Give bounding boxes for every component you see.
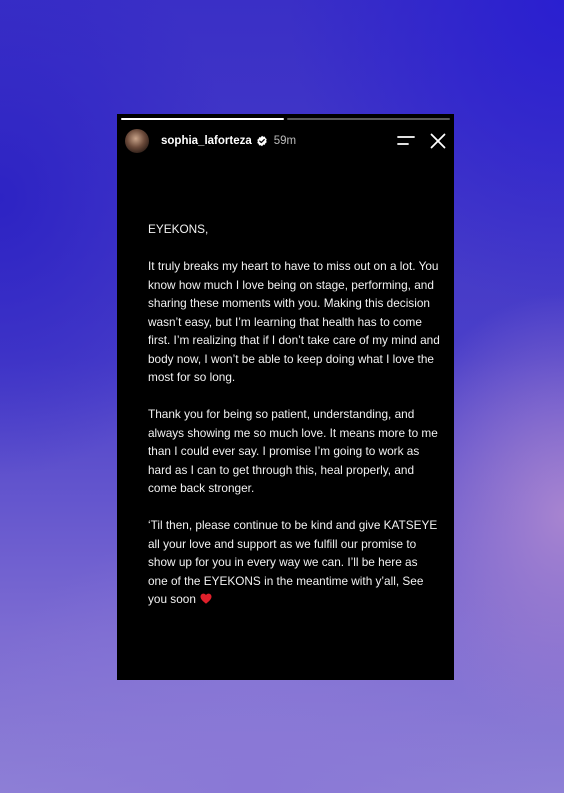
story-header <box>125 128 446 154</box>
progress-segment-1 <box>121 118 284 120</box>
story-card[interactable] <box>117 114 454 680</box>
message-paragraph-1: It truly breaks my heart to have to miss out on a lot. You know how much I love being on stage, performing, and sharing these moments with you. Making this decision wasn’t easy, but I’m learning that health has to come first. I’m realizing that if I don’t take care of my mind and body now, I won’t be able to keep doing what I love the most for so long. <box>148 259 440 384</box>
message-paragraph-2: Thank you for being so patient, understanding, and always showing me so much love. It means more to me than I could ever say. I promise I’m going to work as hard as I can to get through this, heal properly, and come back stronger. <box>148 407 438 495</box>
progress-fill-1 <box>121 118 284 120</box>
message-paragraph-3 <box>148 516 440 609</box>
verified-badge-icon <box>256 135 268 147</box>
heart-icon <box>200 593 212 604</box>
message-paragraph-3-text: ‘Til then, please continue to be kind and give KATSEYE all your love and support as we fulfill our promise to show up for you in every way we can. I’ll be here as one of the EYEKONS in the meantime with y’all, See you soon <box>148 518 438 606</box>
story-message <box>148 220 440 627</box>
avatar[interactable] <box>125 129 149 153</box>
close-icon[interactable] <box>430 133 446 149</box>
menu-icon[interactable] <box>396 133 416 149</box>
post-time: 59m <box>273 135 297 147</box>
progress-segment-2 <box>287 118 450 120</box>
username[interactable]: sophia_laforteza <box>161 135 252 147</box>
message-greeting: EYEKONS, <box>148 222 209 236</box>
story-progress-bar <box>121 118 450 120</box>
